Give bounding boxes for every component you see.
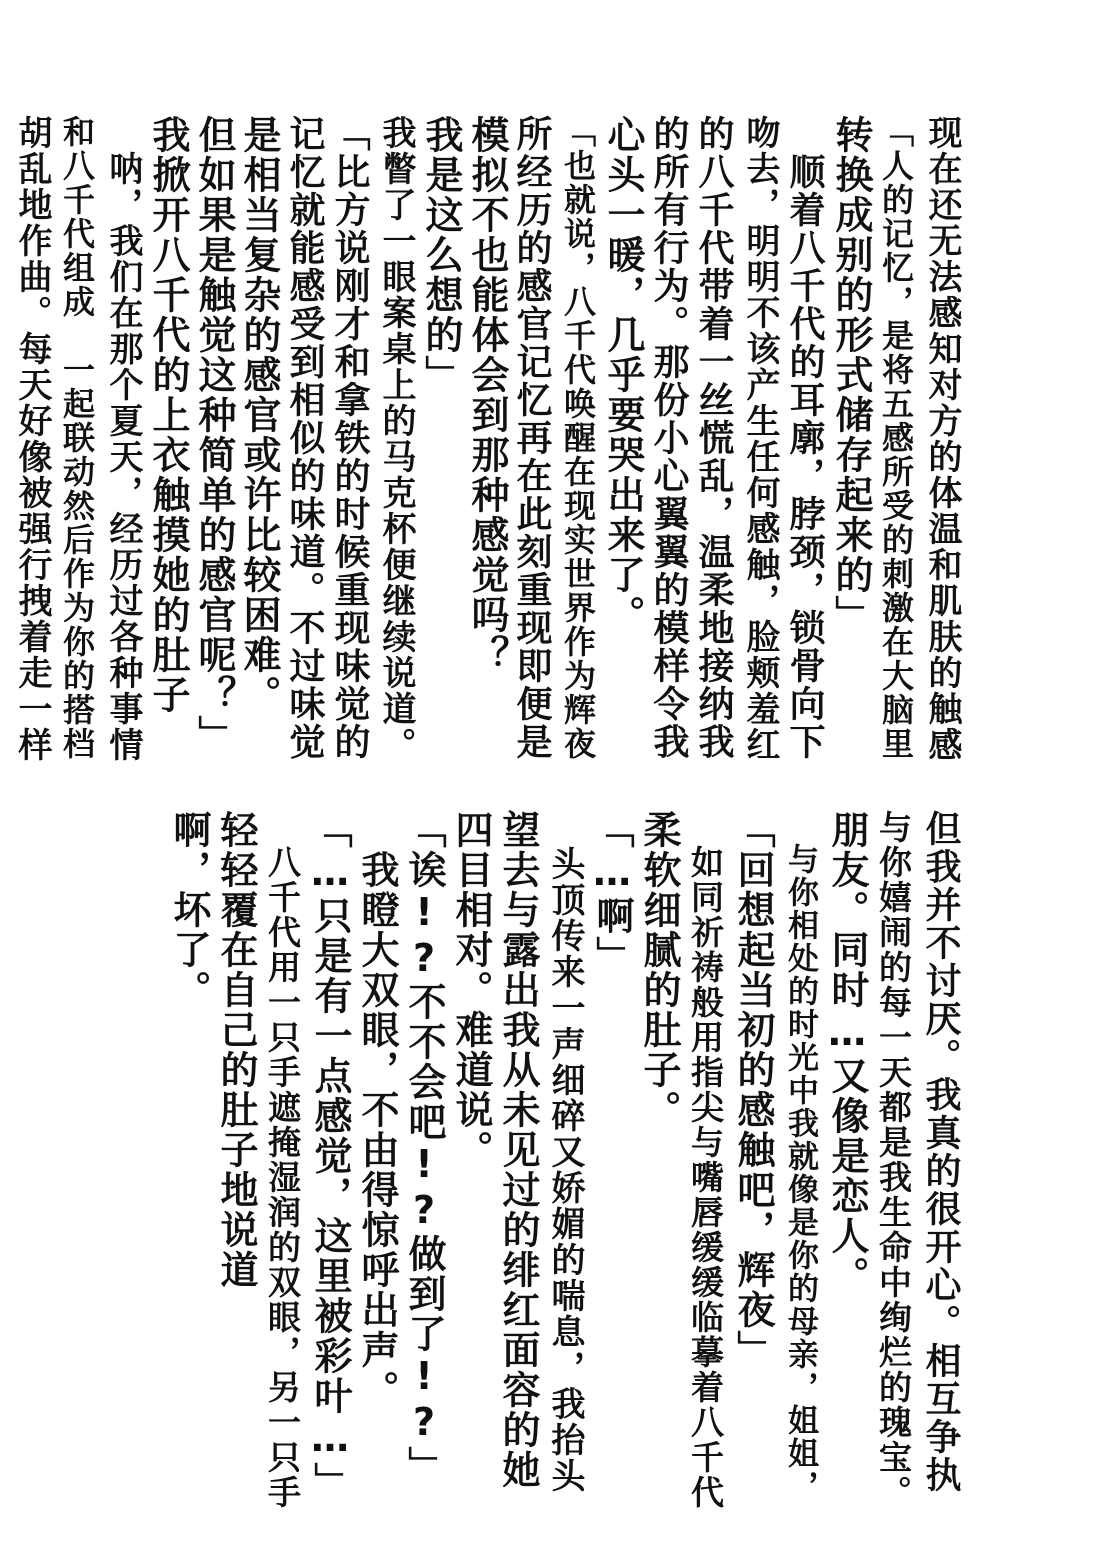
text-column: 「回想起当初的感触吧，辉夜」 [731,810,775,1370]
text-column: 我瞥了一眼案桌上的马克杯便继续说道。 [376,115,416,763]
text-column: 「比方说刚才和拿铁的时候重现味觉的 [329,115,370,761]
text-column: 与你相处的时光中我就像是你的母亲，姐姐， [782,810,818,1503]
text-column: 「…啊」 [590,810,634,976]
text-column: 啊，坏了。 [167,810,211,1010]
text-column: 我掀开八千代的上衣触摸她的肚子 [146,115,190,715]
text-column: 「人的记忆，是将五感所受的刺激在大脑里 [877,115,915,761]
text-column: 所经历的感官记忆再在此刻重现即便是 [511,115,552,761]
text-column: 柔软细腻的肚子。 [637,810,681,1130]
text-column: 「诶!?不不会吧!?做到了!?」 [402,810,446,1486]
text-column: 模拟不也能体会到那种感觉吗？ [465,115,509,675]
text-column: 心头一暖，几乎要哭出来了。 [601,115,645,635]
text-column: 朋友。同时…又像是恋人。 [825,810,869,1296]
text-column: 的所有行为。那份小心翼翼的模样令我 [648,115,689,761]
text-column: 但如果是触觉这种简单的感官呢？」 [192,115,236,755]
text-column: 的八千代带着一丝慌乱，温柔地接纳我 [693,115,734,761]
text-column: 现在还无法感知对方的体温和肌肤的触感 [922,115,962,763]
text-column: 吻去，明明不该产生任何感触，脸颊羞红 [740,115,780,763]
text-column: 是相当复杂的感官或许比较困难。 [237,115,281,715]
text-column: 望去与露出我从未见过的绯红面容的她 [496,810,540,1490]
text-column: 我是这么想的」 [419,115,463,395]
text-column: 胡乱地作曲。每天好像被强行拽着走一样 [12,115,52,763]
text-column: 顺着八千代的耳廓，脖颈，锁骨向下 [784,115,825,761]
text-column: 八千代用一只手遮掩湿润的双眼，另一只手 [263,810,302,1510]
text-column: 我瞪大双眼，不由得惊呼出声。 [355,810,399,1410]
text-column: 头顶传来一声细碎又娇媚的喘息，我抬头 [545,810,585,1494]
text-column: 「也就说，八千代唤醒在现实世界作为辉夜 [559,115,597,761]
text-column: 和八千代组成 一起联动然后作为你的搭档 [58,115,96,761]
text-column: 与你嬉闹的每一天都是我生命中绚烂的瑰宝。 [874,810,913,1510]
text-column: 但我并不讨厌。我真的很开心。相互争执 [920,810,961,1494]
text-column: 轻轻覆在自己的肚子地说道 [214,810,258,1290]
text-column: 「…只是有一点感觉，这里被彩叶…」 [308,810,352,1502]
text-column: 如同祈祷般用指尖与嘴唇缓缓临摹着八千代 [686,810,725,1510]
text-column: 四目相对。难道说。 [449,810,493,1170]
text-column: 记忆就能感受到相似的味道。不过味觉 [284,115,325,761]
text-column: 转换成别的形式储存起来的」 [829,115,873,635]
text-column: 呐，我们在那个夏天，经历过各种事情 [103,115,143,763]
